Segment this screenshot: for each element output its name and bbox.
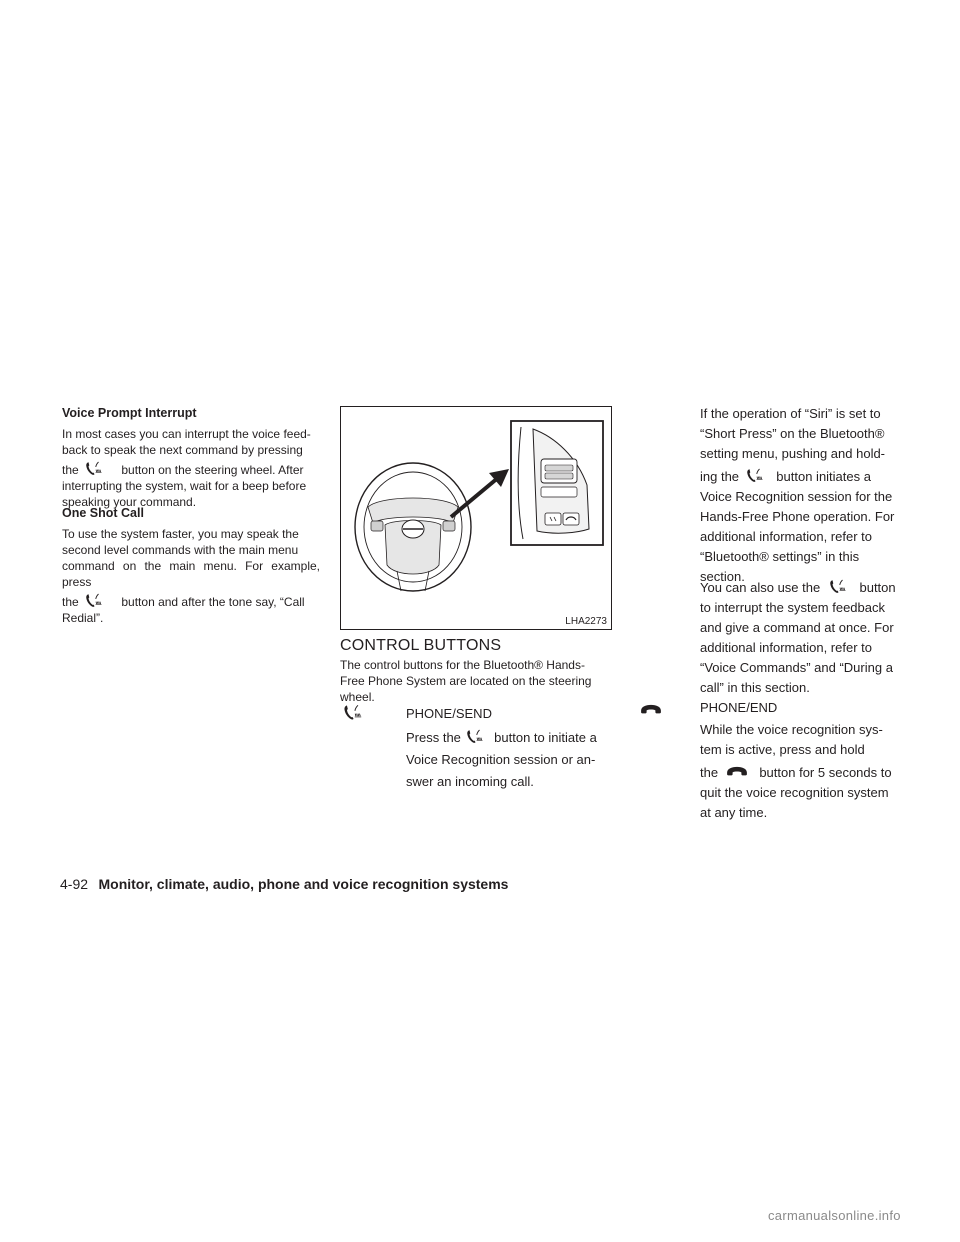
phone-send-voice-icon <box>84 593 104 609</box>
siri-paragraph <box>700 404 910 587</box>
phone-send-voice-icon <box>342 704 364 722</box>
phone-send-line1-after: button to initiate a <box>494 730 597 745</box>
phone-end-icon <box>640 702 662 716</box>
one-shot-icon-line-after: button and after the tone say, “Call <box>121 595 305 609</box>
phone-send-voice-icon <box>828 579 848 595</box>
phone-send-voice-icon <box>745 468 765 484</box>
siri-line-8: “Bluetooth® settings” in this <box>700 549 860 564</box>
page-footer <box>60 876 508 894</box>
siri-line-2: “Short Press” on the Bluetooth® <box>700 426 885 441</box>
phone-send-line1-before: Press the <box>406 730 461 745</box>
voice-prompt-line-2: back to speak the next command by pressing <box>62 443 303 457</box>
interrupt-icon-line <box>700 578 910 598</box>
interrupt-line-4: additional information, refer to <box>700 640 872 655</box>
intro-line-3: wheel. <box>340 690 375 704</box>
phone-send-title: PHONE/SEND <box>406 706 492 721</box>
phone-end-block <box>700 698 910 823</box>
siri-line-5: Voice Recognition session for the <box>700 489 893 504</box>
heading-one-shot-call: One Shot Call <box>62 506 144 520</box>
phone-end-line-1: While the voice recognition sys- <box>700 722 883 737</box>
interrupt-line-2: to interrupt the system feedback <box>700 600 885 615</box>
siri-line-9: section. <box>700 569 745 584</box>
section-voice-prompt-interrupt <box>62 404 320 510</box>
phone-send-voice-icon <box>84 461 104 477</box>
section-title: Monitor, climate, audio, phone and voice recognition systems <box>98 876 509 892</box>
section-one-shot-call <box>62 504 320 626</box>
siri-line-7: additional information, refer to <box>700 529 872 544</box>
phone-end-icon-line <box>700 763 910 783</box>
siri-line-1: If the operation of “Siri” is set to <box>700 406 881 421</box>
interrupt-icon-line-before: You can also use the <box>700 580 821 595</box>
voice-prompt-line-5: speaking your command. <box>62 495 197 509</box>
voice-prompt-line-1: In most cases you can interrupt the voice feed- <box>62 427 311 441</box>
phone-send-icon-line <box>406 728 612 748</box>
one-shot-line-1: To use the system faster, you may speak the <box>62 527 299 541</box>
heading-control-buttons: CONTROL BUTTONS <box>340 637 502 654</box>
voice-prompt-icon-line-after: button on the steering wheel. After <box>121 463 304 477</box>
intro-line-2: Free Phone System are located on the steering <box>340 674 592 688</box>
phone-send-voice-icon <box>465 729 485 745</box>
one-shot-line-2: second level commands with the main menu <box>62 543 299 557</box>
interrupt-icon-line-after: button <box>859 580 896 595</box>
interrupt-paragraph <box>700 578 910 698</box>
phone-send-line-2: Voice Recognition session or an- <box>406 752 596 767</box>
page-number: 4-92 <box>60 876 89 892</box>
heading-voice-prompt-interrupt: Voice Prompt Interrupt <box>62 406 197 420</box>
figure-label: LHA2273 <box>565 616 607 627</box>
phone-send-block <box>406 704 612 792</box>
phone-end-title: PHONE/END <box>700 700 778 715</box>
siri-icon-line <box>700 467 910 487</box>
voice-prompt-line-4: interrupting the system, wait for a beep before <box>62 479 307 493</box>
interrupt-line-6: call” in this section. <box>700 680 810 695</box>
phone-end-icon-line-before: the <box>700 765 719 780</box>
voice-prompt-text <box>62 426 320 510</box>
phone-end-line-2: tem is active, press and hold <box>700 742 865 757</box>
voice-prompt-icon-line-before: the <box>62 463 79 477</box>
siri-line-6: Hands-Free Phone operation. For <box>700 509 895 524</box>
siri-icon-line-before: ing the <box>700 469 740 484</box>
intro-line-1: The control buttons for the Bluetooth® Hands- <box>340 658 585 672</box>
phone-end-icon-line-after: button for 5 seconds to <box>759 765 892 780</box>
one-shot-text <box>62 526 320 626</box>
one-shot-icon-line-before: the <box>62 595 79 609</box>
steering-wheel-figure <box>340 406 612 630</box>
watermark: carmanualsonline.info <box>768 1208 901 1223</box>
steering-wheel-illustration <box>341 407 611 629</box>
siri-icon-line-after: button initiates a <box>776 469 871 484</box>
control-buttons-intro <box>340 657 612 705</box>
interrupt-line-3: and give a command at once. For <box>700 620 894 635</box>
one-shot-line-3: command on the main menu. For example, press <box>62 559 320 589</box>
phone-end-icon <box>726 764 748 778</box>
phone-end-line-5: at any time. <box>700 805 768 820</box>
voice-prompt-icon-line <box>62 461 320 478</box>
siri-line-3: setting menu, pushing and hold- <box>700 446 886 461</box>
one-shot-line-5: Redial”. <box>62 611 104 625</box>
interrupt-line-5: “Voice Commands” and “During a <box>700 660 893 675</box>
phone-end-line-4: quit the voice recognition system <box>700 785 889 800</box>
phone-send-line-3: swer an incoming call. <box>406 774 534 789</box>
one-shot-icon-line <box>62 593 320 610</box>
